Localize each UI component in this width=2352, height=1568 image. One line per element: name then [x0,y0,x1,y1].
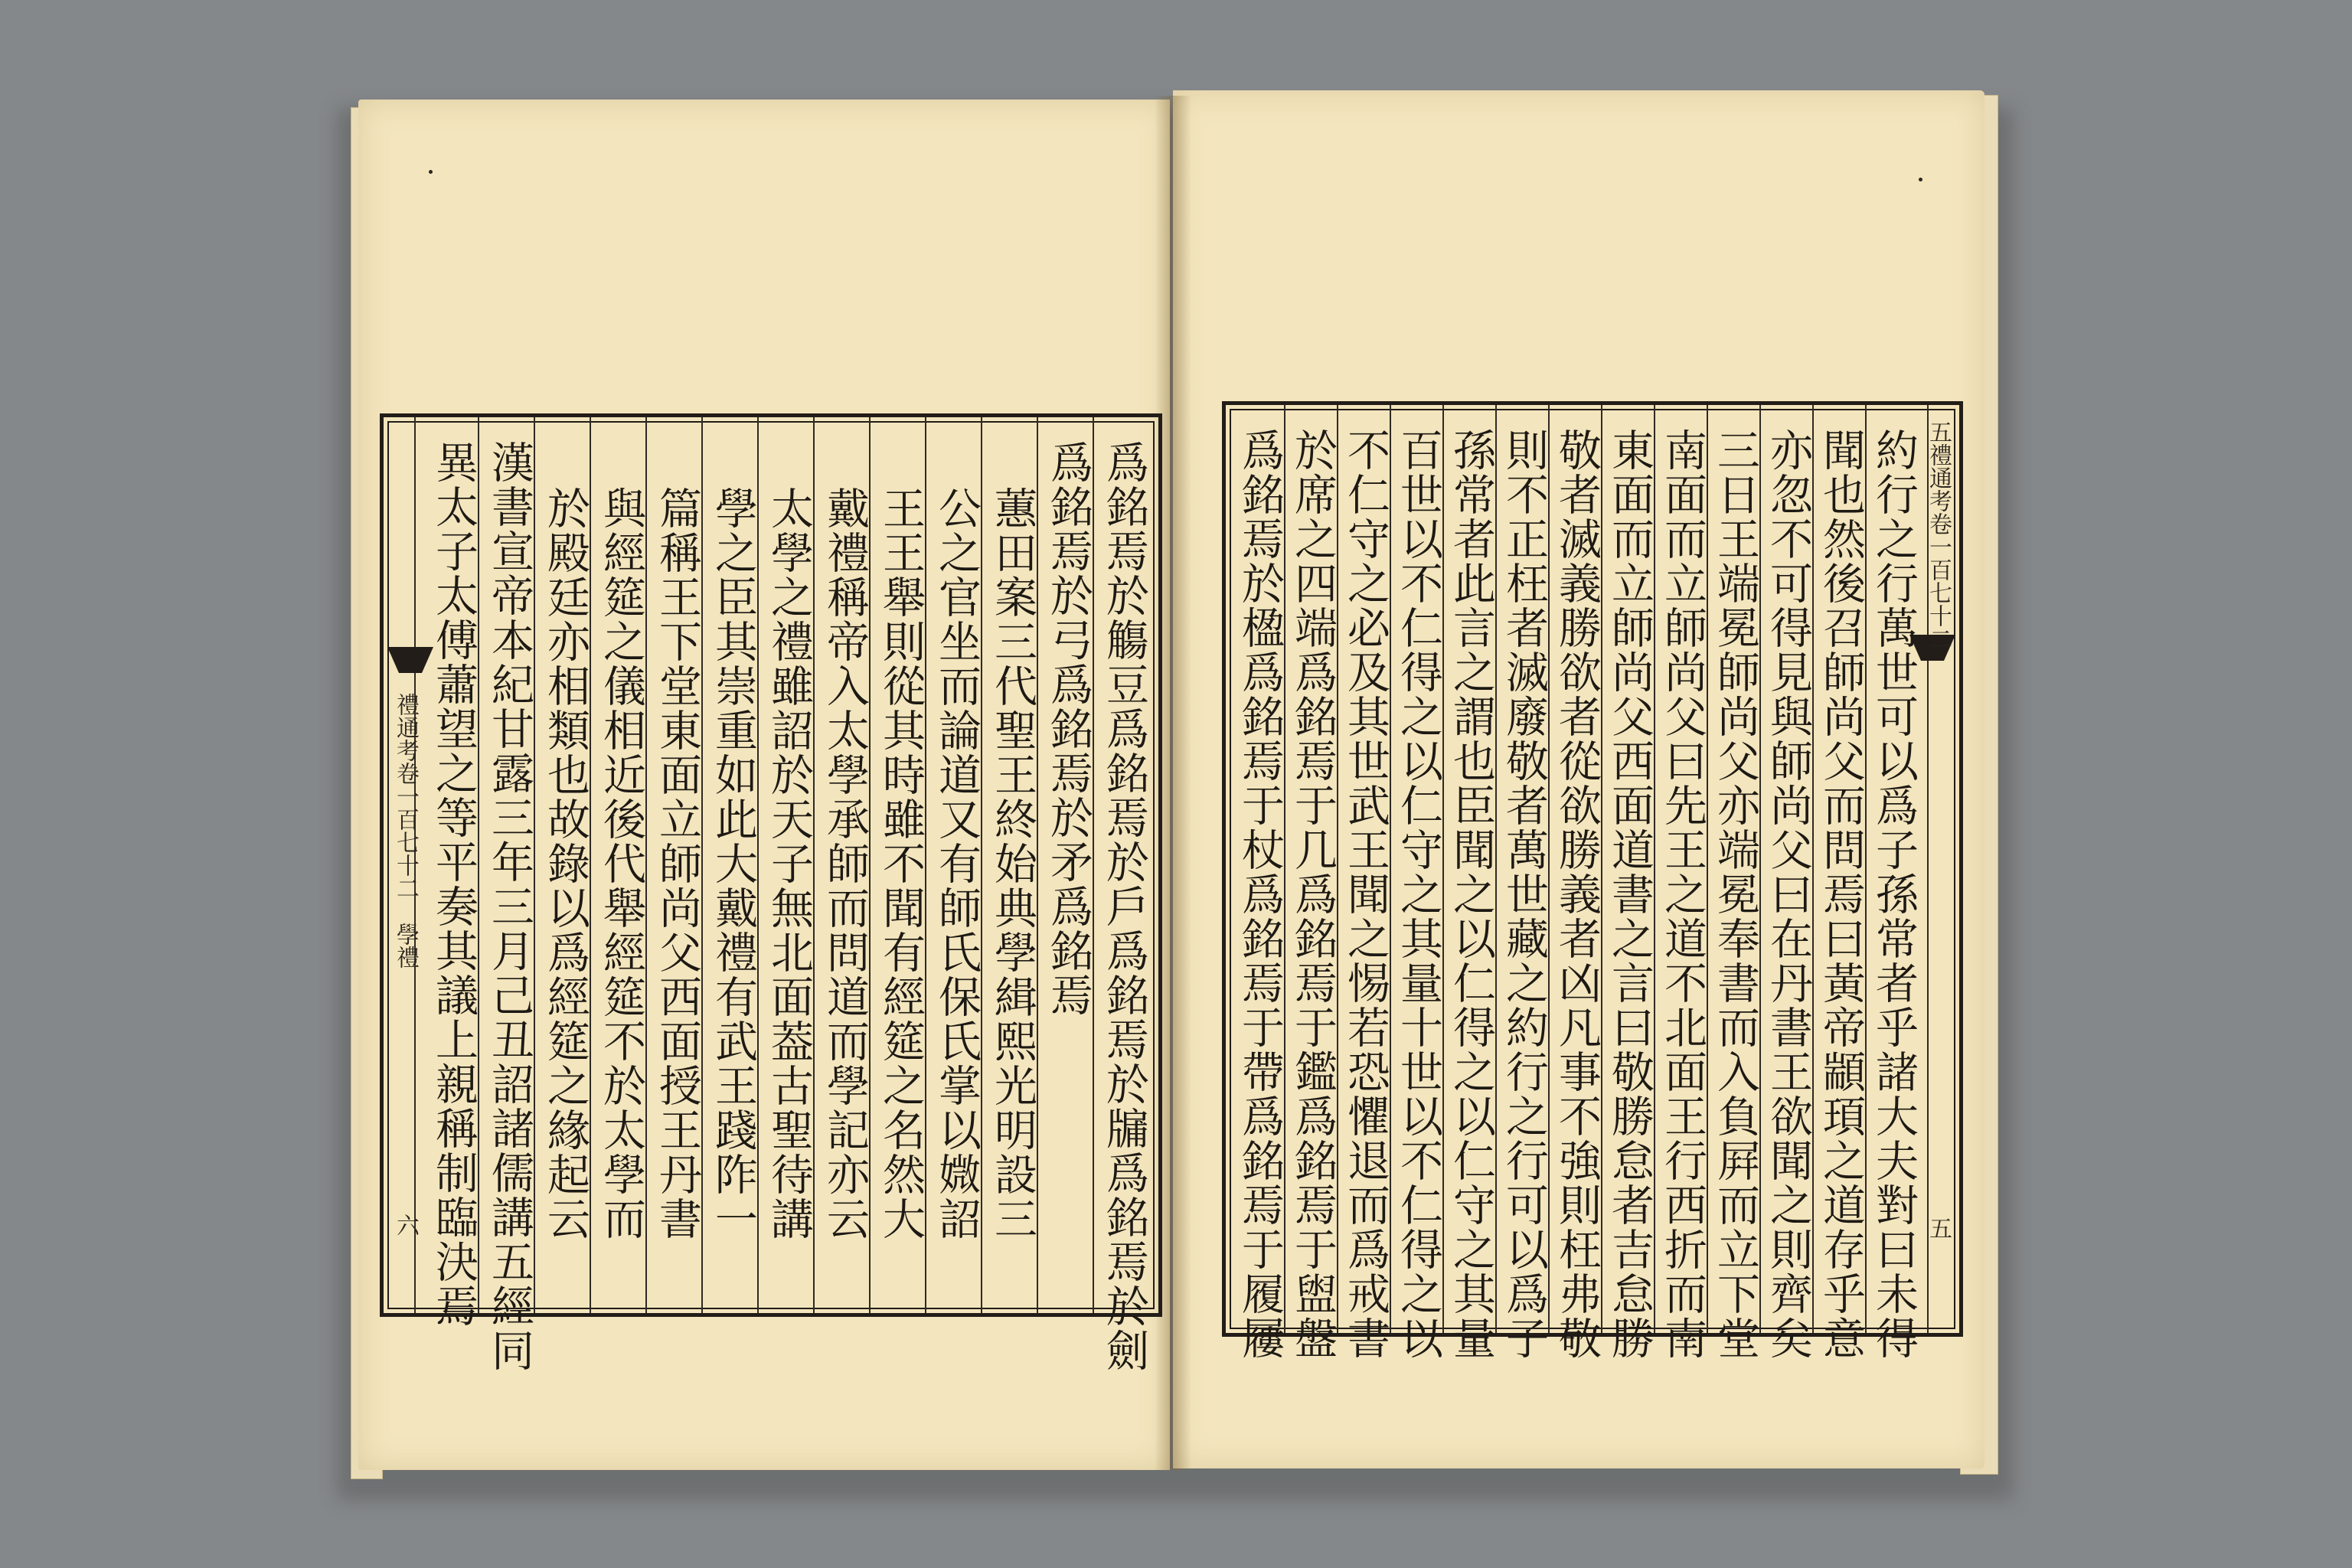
left-page-text-column: 公之官坐而論道又有師氏保氏掌以媺詔 [932,486,982,1241]
right-page-text-column: 爲銘焉於楹爲銘焉于杖爲銘焉于帶爲銘焉于履屨 [1235,428,1285,1361]
left-page-text-column: 學之臣其崇重如此大戴禮有武王踐阼一 [708,486,758,1241]
right-page-text-column: 孫常者此言之謂也臣聞之以仁得之以仁守之其量 [1446,428,1496,1361]
right-page-text-column: 不仁守之必及其世武王聞之惕若恐懼退而爲戒書 [1341,428,1390,1361]
right-page-text-column: 三日王端冕師尚父亦端冕奉書而入負屛而立下堂 [1710,428,1760,1361]
left-page-text-column: 爲銘焉於觴豆爲銘焉於戶爲銘焉於牖爲銘焉於劍 [1099,440,1149,1373]
left-page-text-column: 漢書宣帝本紀甘露三年三月己丑詔諸儒講五經同 [485,440,534,1373]
left-page-text-column: 於殿廷亦相類也故錄以爲經筵之緣起云 [541,486,590,1241]
right-page-text-column: 亦忽不可得見與師尚父曰在丹書王欲聞之則齊矣 [1763,428,1813,1361]
left-page-mark [429,170,433,174]
left-page-text-column: 篇稱王下堂東面立師尚父西面授王丹書 [652,486,702,1241]
left-banxin-section: 學禮 [392,923,419,969]
right-page-text-column: 則不正枉者滅廢敬者萬世藏之約行之行可以爲子 [1499,428,1549,1361]
left-banxin-page-number: 六 [392,1214,419,1236]
right-banxin-page-number: 五 [1925,1217,1952,1240]
left-page-text-column: 太學之禮雖詔於天子無北面葢古聖待講 [764,486,814,1241]
left-page-text-column: 王王舉則從其時雖不聞有經筵之名然大 [876,486,926,1241]
left-page-text-column: 蕙田案三代聖王終始典學緝熙光明設三 [988,486,1037,1241]
right-page-text-column: 敬者滅義勝欲者從欲勝義者凶凡事不強則枉弗敬 [1552,428,1602,1361]
left-page-text-column: 與經筵之儀相近後代舉經筵不於太學而 [596,486,646,1241]
right-page-text-column: 百世以不仁得之以仁守之其量十世以不仁得之以 [1393,428,1443,1361]
left-page-text-column: 戴禮稱帝入太學承師而問道而學記亦云 [820,486,870,1241]
right-page-text-column: 南面而立師尚父曰先王之道不北面王行西折而南 [1658,428,1707,1361]
right-page-text-column: 約行之行萬世可以爲子孫常者乎諸大夫對曰未得 [1869,428,1919,1361]
right-page-text-column: 東面而立師尚父西面道書之言曰敬勝怠者吉怠勝 [1605,428,1655,1361]
left-page-text-column: 異太子太傅蕭望之等平奏其議上親稱制臨決焉 [429,440,479,1328]
left-text-frame [380,413,1162,1373]
right-text-frame [1222,401,1963,1361]
right-banxin-title: 五禮通考卷一百七十二 [1925,420,1952,650]
right-page-mark [1919,178,1922,181]
left-page-text-column: 爲銘焉於弓爲銘焉於矛爲銘焉 [1044,440,1093,1018]
right-page-text-column: 聞也然後召師尚父而問焉曰黃帝顓頊之道存乎意 [1816,428,1866,1361]
right-page-text-column: 於席之四端爲銘焉于几爲銘焉于鑑爲銘焉于盥盤 [1288,428,1338,1361]
left-banxin-title: 禮通考卷一百七十二 [392,693,419,900]
